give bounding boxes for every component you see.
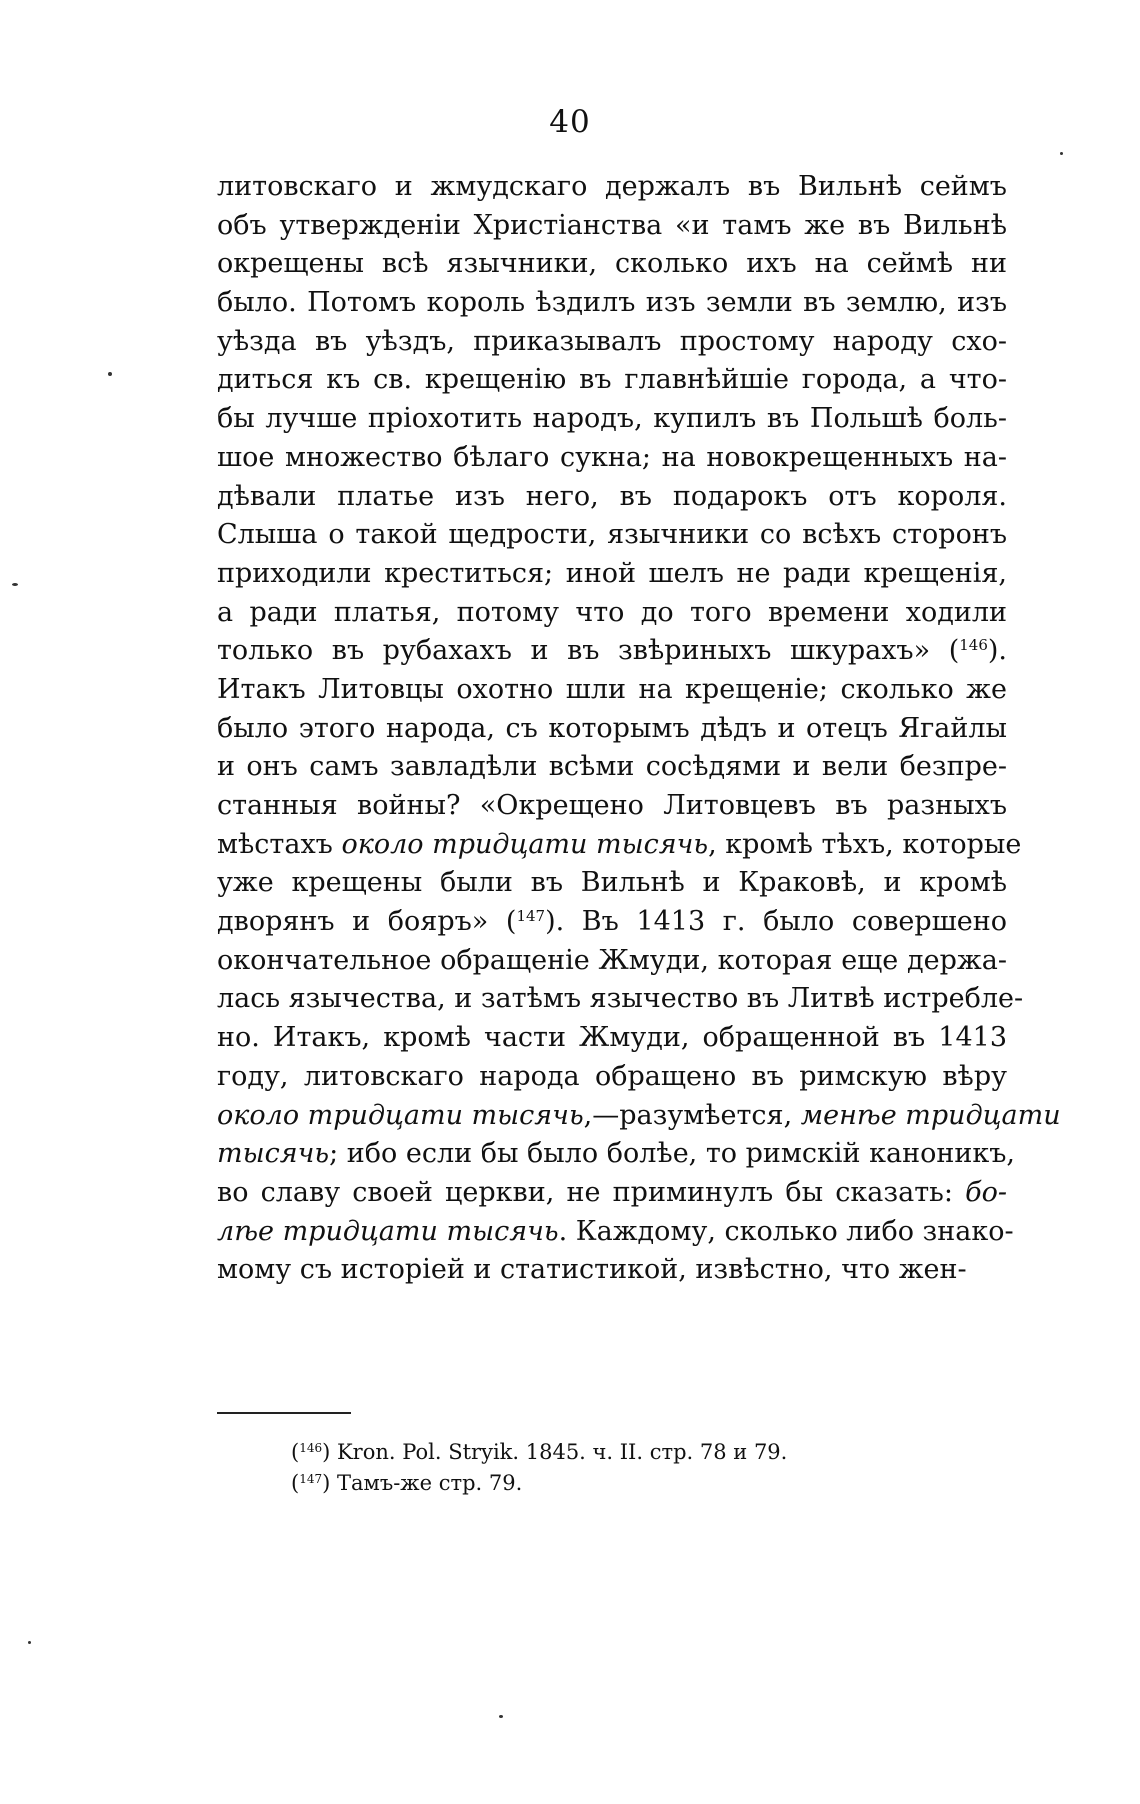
- text-line: [217, 207, 1007, 246]
- text-segment: шое множество бѣлаго сукна; на новокрещенныхъ на-: [217, 441, 1007, 473]
- body-text: [217, 168, 1061, 1290]
- text-line: [217, 980, 1024, 1019]
- text-line: [217, 748, 1007, 787]
- text-segment: окрещены всѣ язычники, сколько ихъ на сеймѣ ни: [217, 248, 1007, 280]
- text-segment: . Каждому, сколько либо знако-: [558, 1215, 1014, 1247]
- footnote: ($^{147}$) Тамъ-же стр. 79.: [291, 1471, 523, 1495]
- text-line: [217, 168, 1007, 207]
- text-segment: ). Въ 1413 г. было совершено: [545, 906, 1007, 938]
- footnote-mark: 147: [299, 1472, 323, 1486]
- text-segment: литовскаго и жмудскаго держалъ въ Вильнѣ сеймъ: [217, 171, 1007, 202]
- text-line: [217, 710, 1007, 749]
- text-segment: но. Итакъ, кромѣ части Жмуди, обращенной въ 1413: [217, 1022, 1007, 1054]
- text-segment: бы лучше пріохотить народъ, купилъ въ Польшѣ боль-: [217, 403, 1007, 435]
- text-segment: было. Потомъ король ѣздилъ изъ земли въ землю, изъ: [217, 287, 1007, 319]
- text-line: [217, 284, 1007, 323]
- footnote-reference: 146: [959, 636, 988, 655]
- text-segment: приходили креститься; иной шелъ не ради крещенія,: [217, 557, 1007, 589]
- text-segment: мѣстахъ: [217, 828, 342, 860]
- text-segment: году, литовскаго народа обращено въ римскую вѣру: [217, 1060, 1007, 1092]
- text-segment: уѣзда въ уѣздъ, приказывалъ простому народу схо-: [217, 325, 1007, 357]
- text-segment: Слыша о такой щедрости, язычники со всѣхъ сторонъ: [217, 519, 1007, 551]
- italic-segment: около тридцати тысячь: [341, 828, 709, 860]
- scan-speck: [499, 1715, 503, 1718]
- text-line: [217, 1019, 1007, 1058]
- text-segment: ).: [987, 635, 1007, 667]
- italic-segment: менѣе тридцати: [800, 1099, 1061, 1131]
- text-line: [217, 400, 1007, 439]
- text-segment: было этого народа, съ которымъ дѣдъ и отецъ Ягайлы: [217, 712, 1007, 744]
- text-segment: мому съ исторіей и статистикой, извѣстно, что жен-: [217, 1254, 967, 1286]
- text-segment: во славу своей церкви, не приминулъ бы сказать:: [217, 1176, 966, 1208]
- text-line: [217, 323, 1007, 362]
- text-line: [217, 245, 1007, 284]
- footnote-divider: [217, 1412, 351, 1414]
- text-line: [217, 903, 1007, 942]
- text-line: [217, 1213, 1014, 1252]
- text-segment: ,—разумѣется,: [583, 1099, 801, 1131]
- text-line: [217, 1174, 1007, 1213]
- text-line: [217, 516, 1007, 555]
- footnote-text: Kron. Pol. Stryik. 1845. ч. II. стр. 78 и 79.: [336, 1440, 788, 1464]
- scan-speck: [28, 1641, 31, 1644]
- footnote-mark: 146: [299, 1441, 323, 1455]
- italic-segment: бо-: [965, 1176, 1007, 1208]
- italic-segment: около тридцати тысячь: [217, 1099, 584, 1131]
- text-segment: объ утвержденіи Христіанства «и тамъ же въ Вильнѣ: [217, 209, 1007, 241]
- scan-speck: [12, 583, 18, 586]
- text-line: [217, 942, 1007, 981]
- scan-speck: [108, 372, 112, 376]
- scan-speck: [1060, 152, 1063, 155]
- text-segment: а ради платья, потому что до того времени ходили: [217, 596, 1007, 628]
- text-segment: и онъ самъ завладѣли всѣми сосѣдями и вели безпре-: [217, 751, 1007, 783]
- text-line: [217, 826, 1022, 865]
- text-line: [217, 1097, 1061, 1136]
- text-segment: дѣвали платье изъ него, въ подарокъ отъ короля.: [217, 480, 1007, 512]
- text-segment: лась язычества, и затѣмъ язычество въ Литвѣ истребле-: [217, 983, 1024, 1015]
- text-line: [217, 1135, 1015, 1174]
- text-segment: только въ рубахахъ и въ звѣриныхъ шкурахъ» (: [217, 635, 960, 667]
- footnote-reference: 147: [516, 907, 546, 926]
- text-segment: станныя войны? «Окрещено Литовцевъ въ разныхъ: [217, 790, 1007, 821]
- footnote: ($^{146}$) Kron. Pol. Stryik. 1845. ч. II. стр. 78 и 79.: [291, 1440, 788, 1464]
- text-line: [217, 787, 1007, 826]
- text-segment: диться къ св. крещенію въ главнѣйшіе города, а что-: [217, 364, 1007, 396]
- text-line: [217, 1251, 1007, 1290]
- text-line: [217, 632, 1007, 671]
- text-segment: уже крещены были въ Вильнѣ и Краковѣ, и кромѣ: [217, 867, 1007, 899]
- text-segment: , кромѣ тѣхъ, которые: [708, 828, 1022, 860]
- text-line: [217, 361, 1007, 400]
- page-number: 40: [549, 104, 591, 140]
- text-segment: окончательное обращеніе Жмуди, которая еще держа-: [217, 944, 1007, 976]
- text-line: [217, 439, 1007, 478]
- text-line: [217, 555, 1007, 594]
- text-segment: ; ибо если бы было болѣе, то римскій каноникъ,: [329, 1138, 1015, 1170]
- text-line: [217, 1058, 1007, 1097]
- italic-segment: тысячь: [217, 1138, 330, 1170]
- footnote-text: Тамъ-же стр. 79.: [336, 1471, 523, 1495]
- text-segment: Итакъ Литовцы охотно шли на крещеніе; сколько же: [217, 673, 1007, 705]
- text-line: [217, 864, 1007, 903]
- text-line: [217, 478, 1007, 517]
- italic-segment: лѣе тридцати тысячь: [217, 1215, 559, 1247]
- text-line: [217, 594, 1007, 633]
- footnotes: [291, 1437, 1007, 1499]
- text-line: [217, 671, 1007, 710]
- text-segment: дворянъ и бояръ» (: [217, 906, 517, 938]
